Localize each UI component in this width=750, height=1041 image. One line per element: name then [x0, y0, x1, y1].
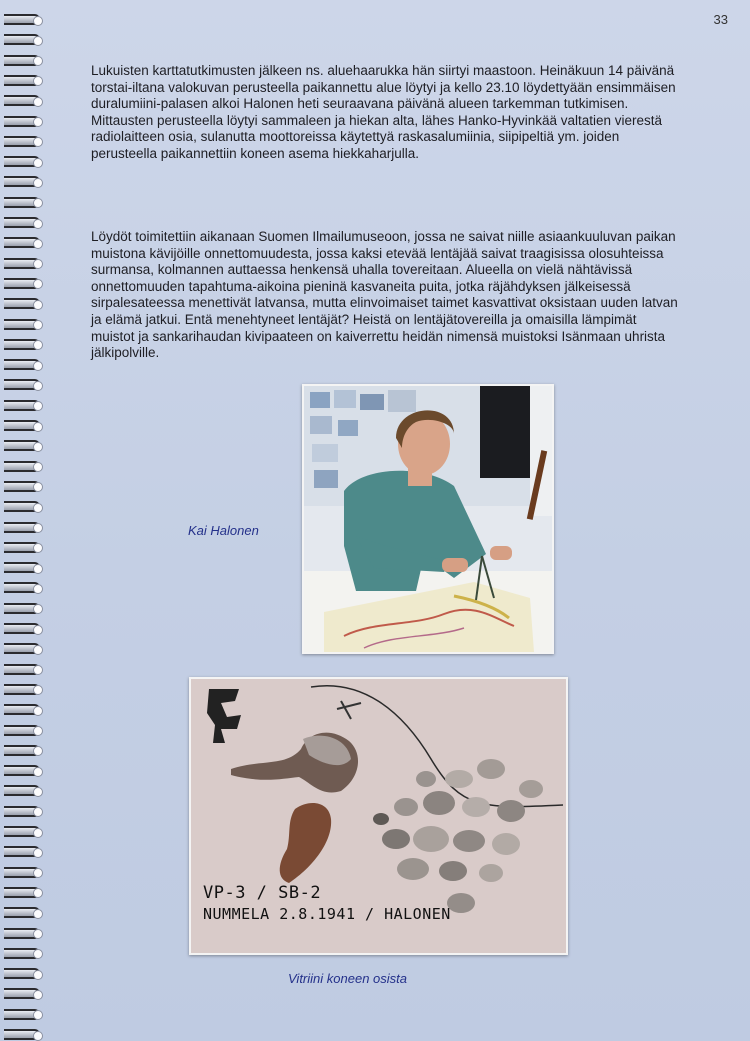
binding-hole — [33, 503, 43, 513]
binding-hole — [33, 482, 43, 492]
binding-hole — [33, 564, 43, 574]
caption-photo-2: Vitriini koneen osista — [288, 971, 407, 986]
binding-hole — [33, 381, 43, 391]
binding-hole — [33, 1010, 43, 1020]
photo-kai-halonen — [302, 384, 554, 654]
binding-hole — [33, 584, 43, 594]
binding-hole — [33, 462, 43, 472]
binding-hole — [33, 746, 43, 756]
binding-hole — [33, 219, 43, 229]
binding-hole — [33, 36, 43, 46]
binding-hole — [33, 158, 43, 168]
binding-hole — [33, 137, 43, 147]
binding-hole — [33, 523, 43, 533]
binding-hole — [33, 949, 43, 959]
binding-hole — [33, 604, 43, 614]
binding-hole — [33, 888, 43, 898]
binding-hole — [33, 300, 43, 310]
binding-hole — [33, 16, 43, 26]
binding-hole — [33, 625, 43, 635]
caption-photo-1: Kai Halonen — [188, 523, 259, 538]
binding-hole — [33, 259, 43, 269]
binding-hole — [33, 645, 43, 655]
binding-hole — [33, 239, 43, 249]
binding-hole — [33, 787, 43, 797]
binding-hole — [33, 767, 43, 777]
binding-hole — [33, 929, 43, 939]
binding-hole — [33, 848, 43, 858]
binding-hole — [33, 1031, 43, 1041]
photo-label-line-2: NUMMELA 2.8.1941 / HALONEN — [203, 905, 451, 923]
binding-hole — [33, 970, 43, 980]
binding-hole — [33, 117, 43, 127]
binding-hole — [33, 178, 43, 188]
binding-hole — [33, 909, 43, 919]
binding-hole — [33, 828, 43, 838]
binding-hole — [33, 685, 43, 695]
binding-hole — [33, 56, 43, 66]
binding-hole — [33, 320, 43, 330]
photo-wreck-parts — [189, 677, 568, 955]
binding-hole — [33, 198, 43, 208]
binding-hole — [33, 422, 43, 432]
binding-hole — [33, 97, 43, 107]
photo-label-line-1: VP-3 / SB-2 — [203, 883, 322, 903]
binding-hole — [33, 442, 43, 452]
binding-hole — [33, 665, 43, 675]
photo-label — [203, 883, 451, 925]
binding-hole — [33, 340, 43, 350]
binding-hole — [33, 279, 43, 289]
binding-hole — [33, 990, 43, 1000]
binding-hole — [33, 543, 43, 553]
spiral-binding — [0, 0, 46, 1041]
binding-hole — [33, 868, 43, 878]
paragraph-1: Lukuisten karttatutkimusten jälkeen ns. aluehaarukka hän siirtyi maastoon. Heinäkuun 14 päivänä torstai-iltana valokuvan perusteella paikannettu alue löytyi ja kello 23.10 löydettyään ensimmäisen duralumiini-palasen alkoi Halonen heti seuraavana päivänä alueen tarkemman tutkimisen. Mittausten perusteella löytyi sammaleen ja hiekan alta, lähes Hanko-Hyvinkää valtatien vierestä radiolaitteen osia, sulanutta moottoreissa käytettyä raskasalumiinia, siipipeltiä ym. joiden perusteella paikannettiin koneen asema hiekkaharjulla. — [91, 63, 676, 161]
binding-hole — [33, 807, 43, 817]
page-number: 33 — [713, 12, 728, 27]
binding-hole — [33, 361, 43, 371]
binding-hole — [33, 401, 43, 411]
binding-hole — [33, 706, 43, 716]
binding-hole — [33, 76, 43, 86]
binding-hole — [33, 726, 43, 736]
paragraph-2: Löydöt toimitettiin aikanaan Suomen Ilmailumuseoon, jossa ne saivat niille asiaankuuluvan paikan muistona kävijöille onnettomuudesta, jossa kaksi etevää lentäjää saivat traagisissa olosuhteissa surmansa, kolmannen auttaessa henkensä uhalla tovereitaan. Alueella on vielä nähtävissä onnettomuuden tapahtuma-aikoina pieninä kasvaneita puita, jotka räjähdyksen jälkeisessä sirpalesateessa menettivät latvansa, mutta elinvoimaiset taimet kasvattivat oksistaan uuden latvan ja elämä jatkui. Entä menehtyneet lentäjät? Heistä on lentäjätovereilla ja omaisilla lämpimät muistot ja sankarihaudan kivipaateen on kaiverrettu heidän nimensä muistoksi Isänmaan uhrista jälkipolville. — [91, 229, 678, 361]
